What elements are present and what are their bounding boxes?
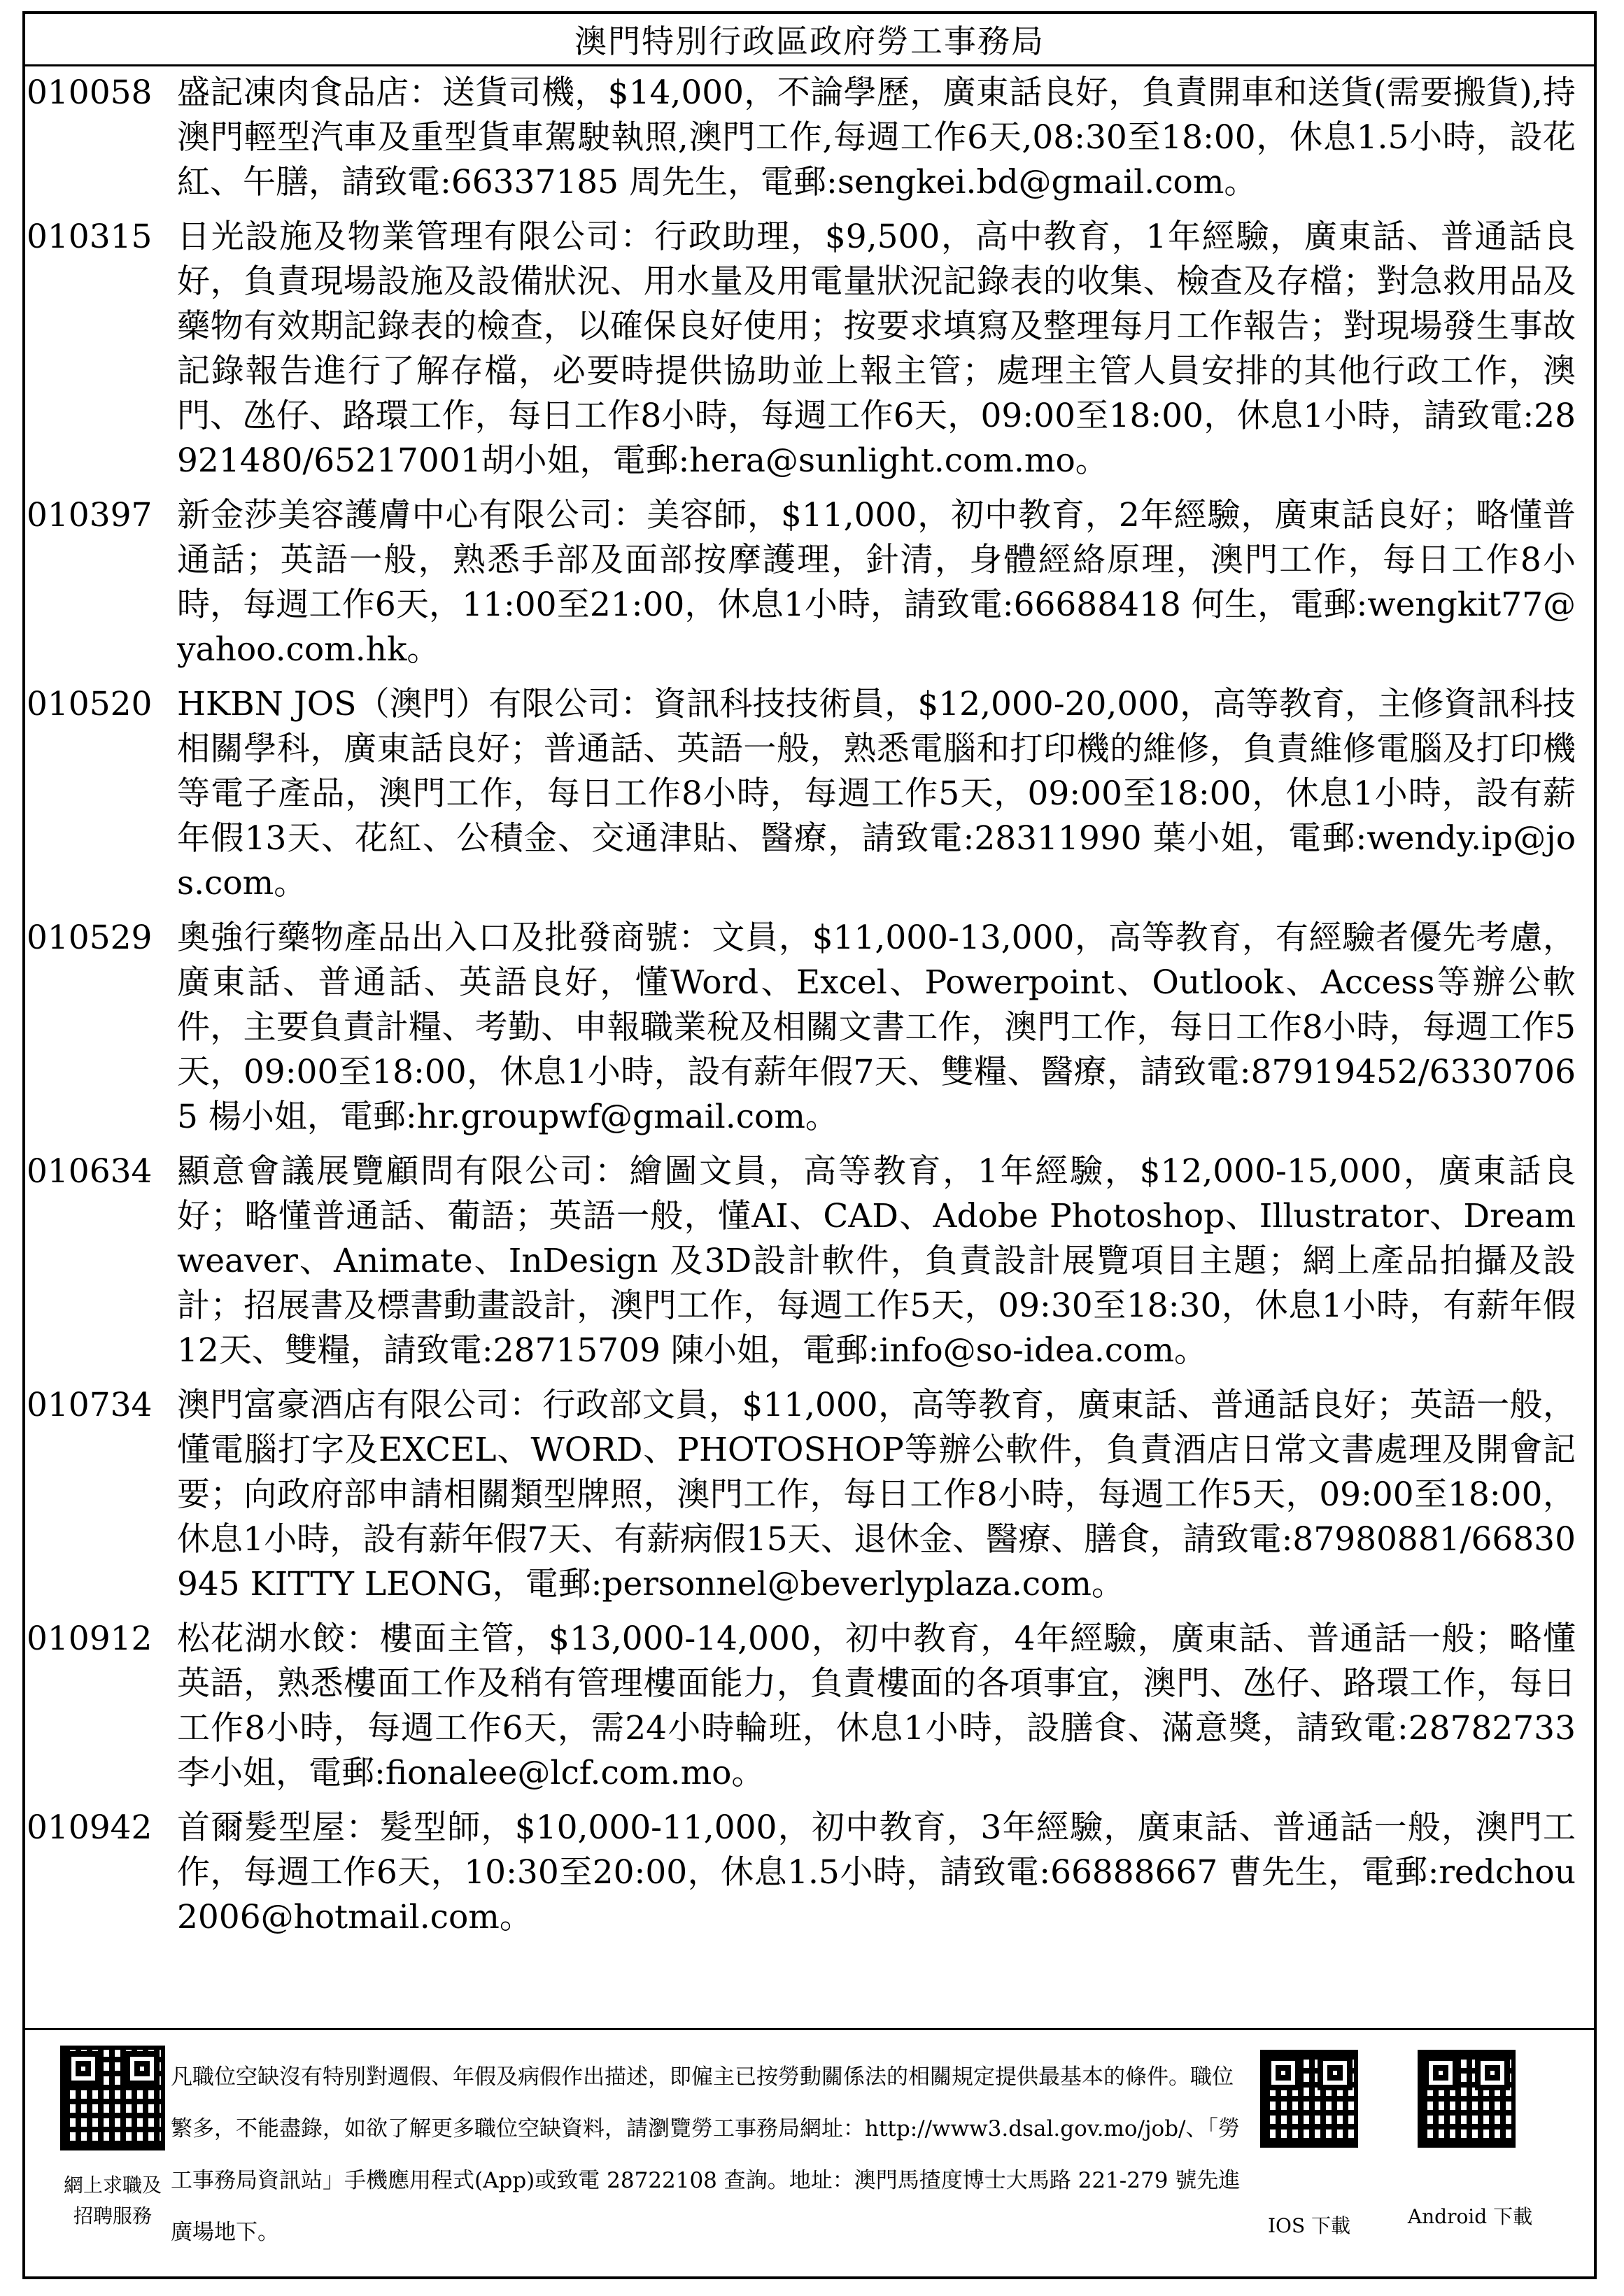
job-description: 新金莎美容護膚中心有限公司：美容師，$11,000，初中教育，2年經驗，廣東話良好；略懂普通話；英語一般，熟悉手部及面部按摩護理，針清，身體經絡原理，澳門工作，每日工作8小時，每週工作6天，11:00至21:00，休息1小時，請致電:66688418 何生，電郵:wengkit77@yahoo.com.hk。 xyxy=(177,496,1576,669)
footer-notice-area xyxy=(25,2028,1594,2276)
job-description: 松花湖水餃：樓面主管，$13,000-14,000，初中教育，4年經驗，廣東話、普通話一般；略懂英語，熟悉樓面工作及稍有管理樓面能力，負責樓面的各項事宜，澳門、氹仔、路環工作，每日工作8小時，每週工作6天，需24小時輪班，休息1小時，設膳食、滿意獎，請致電:28782733 李小姐，電郵:fionalee@lcf.com.mo。 xyxy=(177,1620,1576,1792)
job-code: 010315 xyxy=(27,218,153,256)
job-entry xyxy=(25,1806,1576,1940)
job-description: 澳門富豪酒店有限公司：行政部文員，$11,000，高等教育，廣東話、普通話良好；英語一般，懂電腦打字及EXCEL、WORD、PHOTOSHOP等辦公軟件，負責酒店日常文書處理及開會記要；向政府部申請相關類型牌照，澳門工作，每日工作8小時，每週工作5天，09:00至18:00，休息1小時，設有薪年假7天、有薪病假15天、退休金、醫療、膳食，請致電:87980881/66830945 KITTY LEONG，電郵:personnel@beverlyplaza.com。 xyxy=(177,1386,1576,1603)
job-entry xyxy=(25,916,1576,1140)
job-code: 010634 xyxy=(27,1152,153,1191)
job-entry xyxy=(25,1617,1576,1796)
job-code: 010942 xyxy=(27,1808,153,1847)
job-code: 010058 xyxy=(27,73,153,112)
job-description: 日光設施及物業管理有限公司：行政助理，$9,500，高中教育，1年經驗，廣東話、普通話良好，負責現場設施及設備狀況、用水量及用電量狀況記錄表的收集、檢查及存檔；對急救用品及藥物有效期記錄表的檢查，以確保良好使用；按要求填寫及整理每月工作報告；對現場發生事故記錄報告進行了解存檔，必要時提供協助並上報主管；處理主管人員安排的其他行政工作，澳門、氹仔、路環工作，每日工作8小時，每週工作6天，09:00至18:00，休息1小時，請致電:28921480/65217001胡小姐，電郵:hera@sunlight.com.mo。 xyxy=(177,218,1576,480)
job-description: 奧強行藥物產品出入口及批發商號：文員，$11,000-13,000，高等教育，有經驗者優先考慮，廣東話、普通話、英語良好，懂Word、Excel、Powerpoint、Outlook、Access等辦公軟件，主要負責計糧、考勤、申報職業稅及相關文書工作，澳門工作，每日工作8小時，每週工作5天，09:00至18:00，休息1小時，設有薪年假7天、雙糧、醫療，請致電:87919452/63307065 楊小姐，電郵:hr.groupwf@gmail.com。 xyxy=(177,919,1576,1136)
job-code: 010734 xyxy=(27,1386,153,1424)
job-code: 010912 xyxy=(27,1620,153,1658)
android-qr-icon[interactable] xyxy=(1418,2050,1516,2148)
job-code: 010397 xyxy=(27,496,153,534)
qr-caption-line: 網上求職及 xyxy=(63,2174,162,2197)
qr-caption-line: 招聘服務 xyxy=(73,2204,152,2227)
page-title: 澳門特別行政區政府勞工事務局 xyxy=(25,14,1594,66)
job-code: 010520 xyxy=(27,685,153,723)
job-entry xyxy=(25,1149,1576,1373)
ios-download-label: IOS 下載 xyxy=(1267,2214,1351,2237)
job-description: HKBN JOS（澳門）有限公司：資訊科技技術員，$12,000-20,000，高等教育，主修資訊科技相關學科，廣東話良好；普通話、英語一般，熟悉電腦和打印機的維修，負責維修電腦及打印機等電子產品，澳門工作，每日工作8小時，每週工作5天，09:00至18:00，休息1小時，設有薪年假13天、花紅、公積金、交通津貼、醫療，請致電:28311990 葉小姐，電郵:wendy.ip@jos.com。 xyxy=(177,685,1576,902)
job-entry xyxy=(25,215,1576,483)
job-service-qr-icon[interactable] xyxy=(60,2046,165,2150)
job-description: 顯意會議展覽顧問有限公司：繪圖文員，高等教育，1年經驗，$12,000-15,000，廣東話良好；略懂普通話、葡語；英語一般，懂AI、CAD、Adobe Photoshop、Illustrator、Dreamweaver、Animate、InDesign 及3D設計軟件，負責設計展覽項目主題；網上產品拍攝及設計；招展書及標書動畫設計，澳門工作，每週工作5天，09:30至18:30，休息1小時，有薪年假12天、雙糧，請致電:28715709 陳小姐，電郵:info@so-idea.com。 xyxy=(177,1152,1576,1370)
employment-notice: 凡職位空缺沒有特別對週假、年假及病假作出描述，即僱主已按勞動關係法的相關規定提供最基本的條件。職位繁多，不能盡錄，如欲了解更多職位空缺資料，請瀏覽勞工事務局網址：http://www3.dsal.gov.mo/job/、「勞工事務局資訊站」手機應用程式(App)或致電 28722108 查詢。地址：澳門馬揸度博士大馬路 221-279 號先進廣場地下。 xyxy=(171,2064,1241,2245)
job-listing-sheet xyxy=(22,11,1597,2279)
job-listings xyxy=(25,66,1594,1940)
job-description: 首爾髮型屋：髮型師，$10,000-11,000，初中教育，3年經驗，廣東話、普通話一般，澳門工作，每週工作6天，10:30至20:00，休息1.5小時，請致電:66888667 曹先生，電郵:redchou2006@hotmail.com。 xyxy=(177,1808,1576,1936)
ios-qr-icon[interactable] xyxy=(1260,2050,1358,2148)
job-entry xyxy=(25,682,1576,906)
job-code: 010529 xyxy=(27,919,153,957)
job-entry xyxy=(25,493,1576,672)
job-entry xyxy=(25,1383,1576,1607)
job-service-qr-caption xyxy=(39,2170,186,2232)
job-entry xyxy=(25,71,1576,205)
android-download-label: Android 下載 xyxy=(1407,2205,1533,2228)
job-description: 盛記凍肉食品店：送貨司機，$14,000，不論學歷，廣東話良好，負責開車和送貨(需要搬貨),持澳門輕型汽車及重型貨車駕駛執照,澳門工作,每週工作6天,08:30至18:00，休息1.5小時，設花紅、午膳，請致電:66337185 周先生，電郵:sengkei.bd@gmail.com。 xyxy=(177,73,1576,201)
